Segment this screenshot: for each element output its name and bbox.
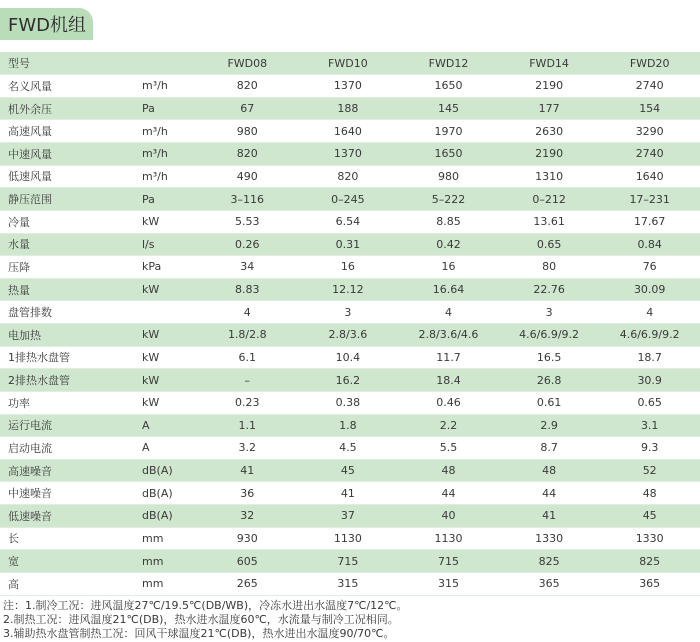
table-cell: 5.53	[197, 210, 298, 233]
table-cell: 1370	[298, 75, 399, 98]
table-cell: 154	[599, 97, 700, 120]
page-title: FWD机组	[8, 15, 87, 36]
row-label: 冷量	[0, 210, 140, 233]
row-unit: dB(A)	[140, 459, 197, 482]
table-cell: 930	[197, 527, 298, 550]
row-label: 高速风量	[0, 120, 140, 143]
table-cell: 3	[298, 301, 399, 324]
footnote-line: 注：1.制冷工况：进风温度27℃/19.5℃(DB/WB)，冷冻水进出水温度7℃/12℃。	[3, 599, 408, 612]
table-row	[0, 527, 700, 550]
table-cell: 1130	[398, 527, 499, 550]
table-cell: 820	[197, 143, 298, 166]
table-cell: 2.8/3.6	[298, 324, 399, 347]
table-cell: 490	[197, 165, 298, 188]
table-cell: 41	[298, 482, 399, 505]
table-cell: 4	[398, 301, 499, 324]
table-cell: 22.76	[499, 278, 600, 301]
table-cell: 3–116	[197, 188, 298, 211]
row-unit: mm	[140, 550, 197, 573]
header-cell-model: FWD12	[398, 52, 499, 75]
table-cell: 1330	[599, 527, 700, 550]
table-cell: 2.2	[398, 414, 499, 437]
table-cell: 0.23	[197, 391, 298, 414]
table-cell: 10.4	[298, 346, 399, 369]
table-cell: 48	[398, 459, 499, 482]
table-cell: 820	[298, 165, 399, 188]
row-unit: m³/h	[140, 165, 197, 188]
table-cell: 0.31	[298, 233, 399, 256]
table-cell: 0.61	[499, 391, 600, 414]
table-cell: 1.1	[197, 414, 298, 437]
table-cell: 0–212	[499, 188, 600, 211]
table-cell: 3	[499, 301, 600, 324]
row-unit: kW	[140, 210, 197, 233]
table-cell: 0.65	[599, 391, 700, 414]
row-unit: l/s	[140, 233, 197, 256]
footnotes	[3, 599, 408, 641]
table-cell: 1.8	[298, 414, 399, 437]
table-cell: 16.64	[398, 278, 499, 301]
row-unit: dB(A)	[140, 505, 197, 528]
table-cell: 145	[398, 97, 499, 120]
table-cell: 26.8	[499, 369, 600, 392]
table-row	[0, 210, 700, 233]
table-cell: 48	[499, 459, 600, 482]
row-label: 2排热水盘管	[0, 369, 140, 392]
table-cell: 37	[298, 505, 399, 528]
table-cell: 1650	[398, 143, 499, 166]
table-cell: 52	[599, 459, 700, 482]
footnote-line: 2.制热工况：进风温度21℃(DB)，热水进水温度60℃，水流量与制冷工况相同。	[3, 613, 399, 626]
header-cell-model: FWD08	[197, 52, 298, 75]
row-unit: mm	[140, 527, 197, 550]
table-cell: 0.65	[499, 233, 600, 256]
table-row	[0, 391, 700, 414]
table-cell: 4.5	[298, 437, 399, 460]
table-cell: 32	[197, 505, 298, 528]
table-cell: 4.6/6.9/9.2	[599, 324, 700, 347]
header-cell-unit	[140, 52, 197, 75]
header-cell-label: 型号	[0, 52, 140, 75]
row-unit: kW	[140, 346, 197, 369]
table-cell: 0.46	[398, 391, 499, 414]
table-row	[0, 346, 700, 369]
table-cell: 315	[398, 572, 499, 595]
table-cell: 18.4	[398, 369, 499, 392]
table-cell: 1.8/2.8	[197, 324, 298, 347]
table-cell: 1370	[298, 143, 399, 166]
row-label: 功率	[0, 391, 140, 414]
table-cell: 67	[197, 97, 298, 120]
table-cell: 1650	[398, 75, 499, 98]
header-cell-model: FWD14	[499, 52, 600, 75]
table-cell: 16.2	[298, 369, 399, 392]
table-cell: 44	[499, 482, 600, 505]
table-cell: 3290	[599, 120, 700, 143]
table-cell: 1310	[499, 165, 600, 188]
table-cell: 8.83	[197, 278, 298, 301]
row-unit: A	[140, 414, 197, 437]
table-row	[0, 550, 700, 573]
table-cell: 18.7	[599, 346, 700, 369]
table-cell: 36	[197, 482, 298, 505]
table-cell: 825	[499, 550, 600, 573]
row-label: 盘管排数	[0, 301, 140, 324]
table-cell: 315	[298, 572, 399, 595]
row-unit: mm	[140, 572, 197, 595]
table-cell: 980	[197, 120, 298, 143]
table-cell: 0.84	[599, 233, 700, 256]
row-label: 中速噪音	[0, 482, 140, 505]
row-unit: dB(A)	[140, 482, 197, 505]
table-cell: 8.85	[398, 210, 499, 233]
table-cell: 34	[197, 256, 298, 279]
table-cell: 2190	[499, 75, 600, 98]
table-row	[0, 572, 700, 595]
table-cell: 825	[599, 550, 700, 573]
table-row	[0, 324, 700, 347]
table-cell: 48	[599, 482, 700, 505]
table-cell: 12.12	[298, 278, 399, 301]
table-cell: 365	[499, 572, 600, 595]
table-cell: 16.5	[499, 346, 600, 369]
table-cell: 715	[398, 550, 499, 573]
row-unit: kW	[140, 324, 197, 347]
table-cell: 2740	[599, 75, 700, 98]
table-cell: 45	[599, 505, 700, 528]
table-cell: 11.7	[398, 346, 499, 369]
table-cell: 0–245	[298, 188, 399, 211]
table-row	[0, 505, 700, 528]
row-label: 1排热水盘管	[0, 346, 140, 369]
table-cell: 4	[599, 301, 700, 324]
table-cell: 17.67	[599, 210, 700, 233]
table-cell: 3.2	[197, 437, 298, 460]
table-cell: 820	[197, 75, 298, 98]
row-label: 高	[0, 572, 140, 595]
table-cell: 5.5	[398, 437, 499, 460]
table-cell: 76	[599, 256, 700, 279]
table-cell: 8.7	[499, 437, 600, 460]
table-cell: 715	[298, 550, 399, 573]
title-badge	[0, 8, 93, 40]
row-unit: m³/h	[140, 143, 197, 166]
spec-table	[0, 52, 700, 596]
table-cell: 17–231	[599, 188, 700, 211]
table-cell: 9.3	[599, 437, 700, 460]
table-cell: 2630	[499, 120, 600, 143]
table-cell: 40	[398, 505, 499, 528]
row-label: 名义风量	[0, 75, 140, 98]
table-cell: 6.54	[298, 210, 399, 233]
row-label: 高速噪音	[0, 459, 140, 482]
table-cell: 0.42	[398, 233, 499, 256]
table-cell: 605	[197, 550, 298, 573]
table-cell: 1330	[499, 527, 600, 550]
row-unit: m³/h	[140, 120, 197, 143]
table-cell: 188	[298, 97, 399, 120]
row-label: 水量	[0, 233, 140, 256]
table-cell: 30.09	[599, 278, 700, 301]
header-cell-model: FWD20	[599, 52, 700, 75]
row-label: 低速噪音	[0, 505, 140, 528]
row-label: 长	[0, 527, 140, 550]
table-row	[0, 256, 700, 279]
table-cell: 2.8/3.6/4.6	[398, 324, 499, 347]
table-cell: 30.9	[599, 369, 700, 392]
table-row	[0, 459, 700, 482]
row-unit: A	[140, 437, 197, 460]
row-unit: kW	[140, 369, 197, 392]
row-unit: kPa	[140, 256, 197, 279]
table-cell: 5–222	[398, 188, 499, 211]
table-cell: 3.1	[599, 414, 700, 437]
table-row	[0, 233, 700, 256]
table-row	[0, 165, 700, 188]
table-row	[0, 369, 700, 392]
table-cell: 1130	[298, 527, 399, 550]
table-cell: 2740	[599, 143, 700, 166]
table-row	[0, 301, 700, 324]
row-label: 运行电流	[0, 414, 140, 437]
table-row	[0, 143, 700, 166]
table-row	[0, 414, 700, 437]
table-cell: 0.26	[197, 233, 298, 256]
row-label: 静压范围	[0, 188, 140, 211]
table-cell: –	[197, 369, 298, 392]
row-label: 启动电流	[0, 437, 140, 460]
row-label: 中速风量	[0, 143, 140, 166]
table-row	[0, 437, 700, 460]
table-row	[0, 482, 700, 505]
table-cell: 4	[197, 301, 298, 324]
table-cell: 80	[499, 256, 600, 279]
row-unit: kW	[140, 391, 197, 414]
table-cell: 41	[197, 459, 298, 482]
table-row	[0, 97, 700, 120]
row-label: 热量	[0, 278, 140, 301]
row-label: 压降	[0, 256, 140, 279]
row-label: 机外余压	[0, 97, 140, 120]
table-cell: 1640	[599, 165, 700, 188]
table-cell: 0.38	[298, 391, 399, 414]
table-cell: 265	[197, 572, 298, 595]
table-cell: 980	[398, 165, 499, 188]
row-unit: Pa	[140, 97, 197, 120]
table-cell: 2.9	[499, 414, 600, 437]
row-label: 电加热	[0, 324, 140, 347]
table-cell: 45	[298, 459, 399, 482]
table-cell: 6.1	[197, 346, 298, 369]
row-label: 低速风量	[0, 165, 140, 188]
table-cell: 2190	[499, 143, 600, 166]
footnote-line: 3.辅助热水盘管制热工况：回风干球温度21℃(DB)，热水进出水温度90/70℃。	[3, 627, 395, 640]
table-cell: 1970	[398, 120, 499, 143]
table-cell: 365	[599, 572, 700, 595]
header-cell-model: FWD10	[298, 52, 399, 75]
row-unit: Pa	[140, 188, 197, 211]
table-cell: 16	[298, 256, 399, 279]
row-unit: kW	[140, 278, 197, 301]
table-cell: 177	[499, 97, 600, 120]
table-cell: 16	[398, 256, 499, 279]
table-cell: 4.6/6.9/9.2	[499, 324, 600, 347]
table-row	[0, 188, 700, 211]
row-label: 宽	[0, 550, 140, 573]
row-unit	[140, 301, 197, 324]
table-cell: 44	[398, 482, 499, 505]
table-row	[0, 75, 700, 98]
table-cell: 1640	[298, 120, 399, 143]
table-cell: 41	[499, 505, 600, 528]
table-cell: 13.61	[499, 210, 600, 233]
table-header-row	[0, 52, 700, 75]
table-row	[0, 120, 700, 143]
row-unit: m³/h	[140, 75, 197, 98]
table-row	[0, 278, 700, 301]
